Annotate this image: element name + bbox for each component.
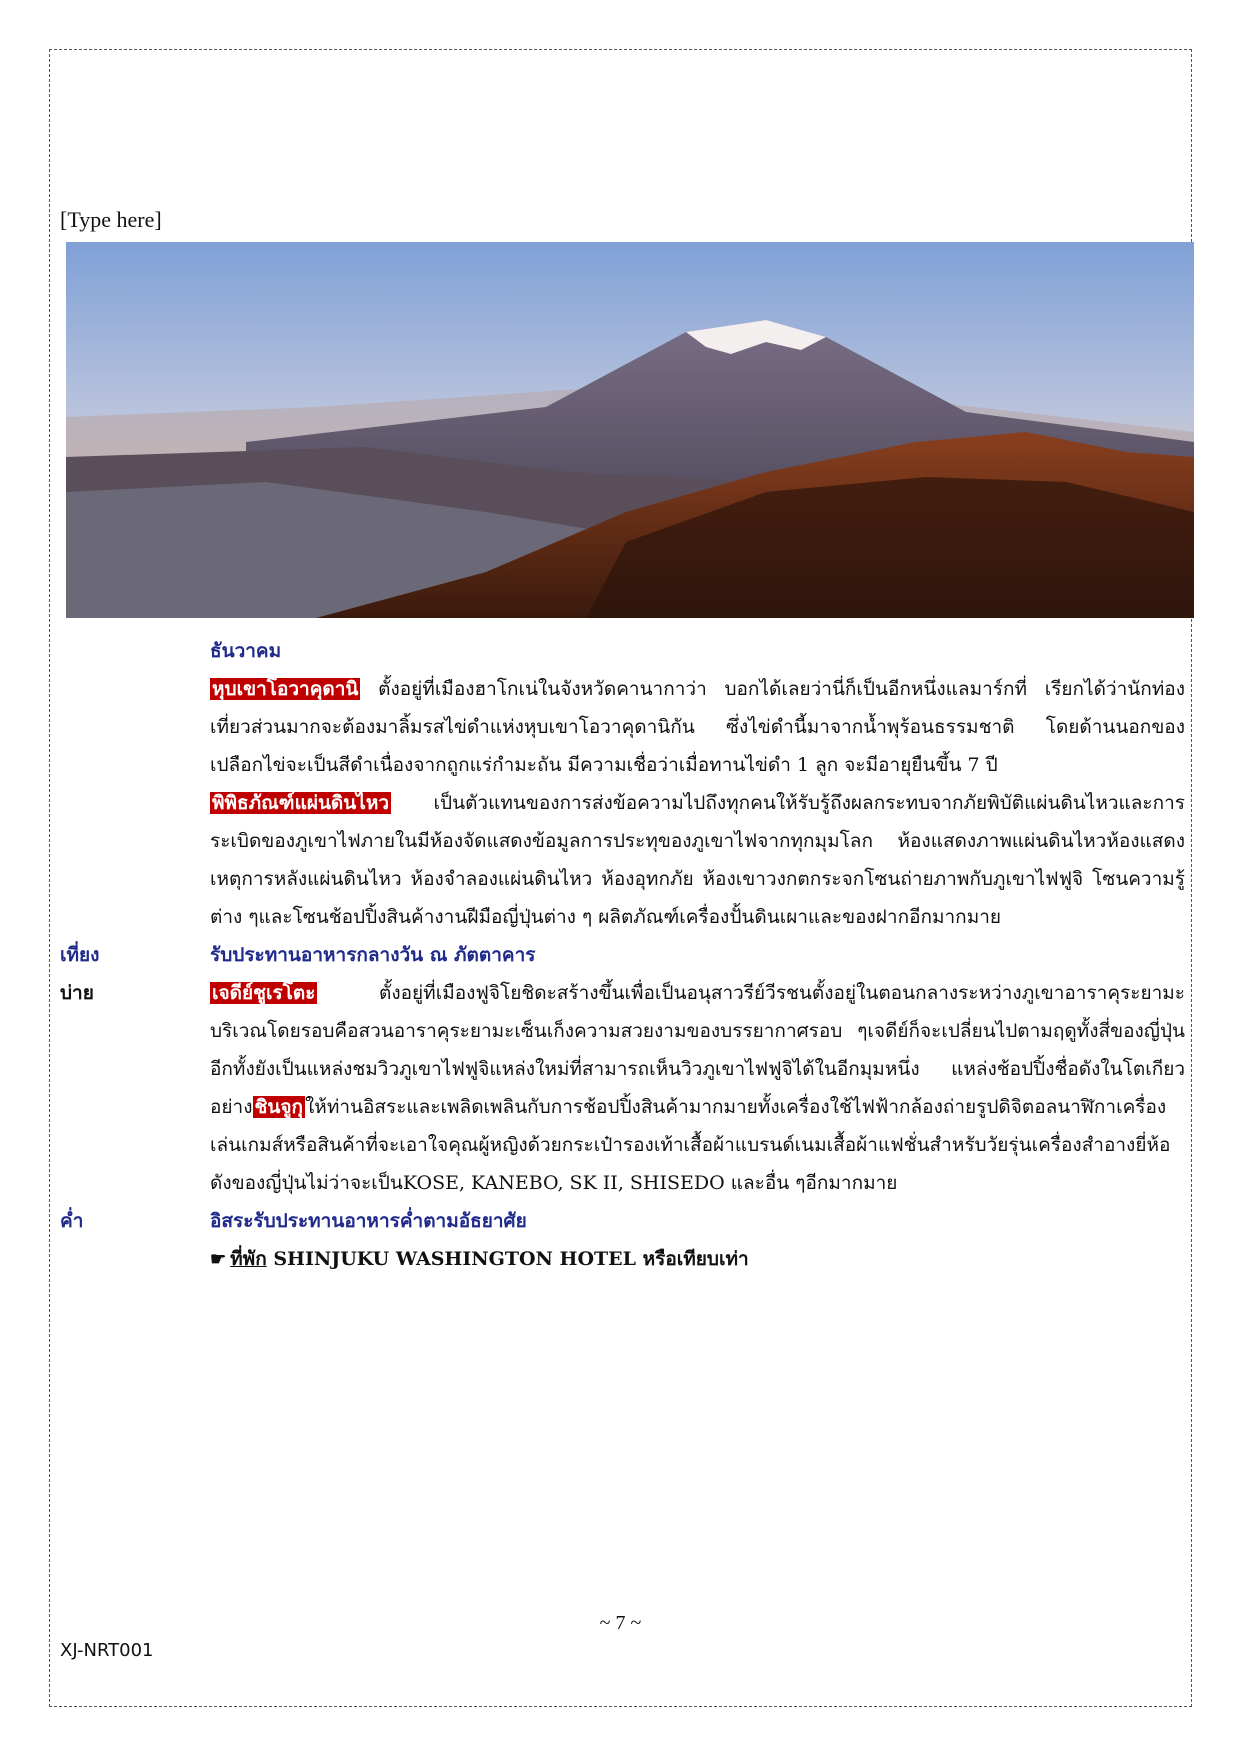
section-text: ให้ท่านอิสระและเพลิดเพลินกับการช้อปปิ้งสินค้ามากมายทั้งเครื่องใช้ไฟฟ้ากล้องถ่ายรูปดิจิตอลนาฬิกาเครื่องเล่นเกมส์หรือสินค้าที่จะเอาใจคุณผู้หญิงด้วยกระเป๋ารองเท้าเสื้อผ้าแบรนด์เนมเสื้อผ้าแฟชั่นสำหรับวัยรุ่นเครื่องสำอางยี่ห้อดังของญี่ปุ่นไม่ว่าจะเป็นKOSE, KANEBO, SK II, SHISEDO และอื่น ๆอีกมากมาย	[210, 1096, 1171, 1194]
lunch-label: เที่ยง	[60, 944, 100, 966]
page-number: ~ 7 ~	[599, 1612, 642, 1634]
section-earthquake-museum	[210, 784, 1185, 936]
mount-fuji-banner-image	[66, 242, 1194, 618]
dinner-row	[60, 1202, 1185, 1240]
header-placeholder[interactable]: [Type here]	[60, 207, 162, 232]
hotel-label: ที่พัก	[230, 1248, 267, 1270]
afternoon-label: บ่าย	[60, 982, 94, 1004]
attraction-highlight: เจดีย์ชูเรโตะ	[212, 982, 316, 1004]
dinner-label: ค่ำ	[60, 1210, 84, 1232]
shinjuku-highlight: ชินจูกุ	[254, 1096, 304, 1118]
hotel-row	[60, 1240, 1185, 1279]
hand-pointing-icon: ☛	[210, 1249, 227, 1270]
dinner-text: อิสระรับประทานอาหารค่ำตามอัธยาศัย	[210, 1210, 527, 1232]
section-owakudani	[210, 670, 1185, 784]
attraction-highlight: หุบเขาโอวาคุดานิ	[212, 678, 359, 700]
lunch-row	[60, 936, 1185, 974]
hotel-name: SHINJUKU WASHINGTON HOTEL หรือเทียบเท่า	[266, 1248, 749, 1270]
section-text: เป็นตัวแทนของการส่งข้อความไปถึงทุกคนให้รับรู้ถึงผลกระทบจากภัยพิบัติแผ่นดินไหวและการระเบิดของภูเขาไฟภายในมีห้องจัดแสดงข้อมูลการประทุของภูเขาไฟจากทุกมุมโลก ห้องแสดงภาพแผ่นดินไหวห้องแสดงเหตุการหลังแผ่นดินไหว ห้องจำลองแผ่นดินไหว ห้องอุทกภัย ห้องเขาวงกตกระจกโซนถ่ายภาพกับภูเขาไฟฟูจิ โซนความรู้ต่าง ๆและโซนช้อปปิ้งสินค้างานฝีมือญี่ปุ่นต่าง ๆ ผลิตภัณฑ์เครื่องปั้นดินเผาและของฝากอีกมากมาย	[210, 792, 1185, 928]
section-text: ตั้งอยู่ที่เมืองฮาโกเน่ในจังหวัดคานากาว่า บอกได้เลยว่านี่ก็เป็นอีกหนึ่งแลมาร์กที่ เรียกได้ว่านักท่องเที่ยวส่วนมากจะต้องมาลิ้มรสไข่ดำแห่งหุบเขาโอวาคุดานิกัน ซึ่งไข่ดำนี้มาจากน้ำพุร้อนธรรมชาติ โดยด้านนอกของเปลือกไข่จะเป็นสีดำเนื่องจากถูกแร่กำมะถัน มีความเชื่อว่าเมื่อทานไข่ดำ 1 ลูก จะมีอายุยืนขึ้น 7 ปี	[210, 678, 1185, 776]
day-heading: ธันวาคม	[210, 640, 282, 662]
section-text: ตั้งอยู่ที่เมืองฟูจิโยชิดะสร้างขึ้นเพื่อเป็นอนุสาวรีย์วีรชนตั้งอยู่ในตอนกลางระหว่างภูเขาอาราคุระยามะบริเวณโดยรอบคือสวนอาราคุระยามะเซ็นเก็งความสวยงามของบรรยากาศรอบ ๆเจดีย์ก็จะเปลี่ยนไปตามฤดูทั้งสี่ของญี่ปุ่นอีกทั้งยังเป็นแหล่งชมวิวภูเขาไฟฟูจิแหล่งใหม่ที่สามารถเห็นวิวภูเขาไฟฟูจิได้ในอีกมุมหนึ่ง แหล่งช้อปปิ้งชื่อดังในโตเกียวอย่าง	[210, 982, 1185, 1118]
lunch-text: รับประทานอาหารกลางวัน ณ ภัตตาคาร	[210, 944, 536, 966]
document-code: XJ-NRT001	[60, 1640, 154, 1661]
attraction-highlight: พิพิธภัณฑ์แผ่นดินไหว	[212, 792, 390, 814]
afternoon-row	[60, 974, 1185, 1202]
itinerary-content	[60, 632, 1185, 1279]
